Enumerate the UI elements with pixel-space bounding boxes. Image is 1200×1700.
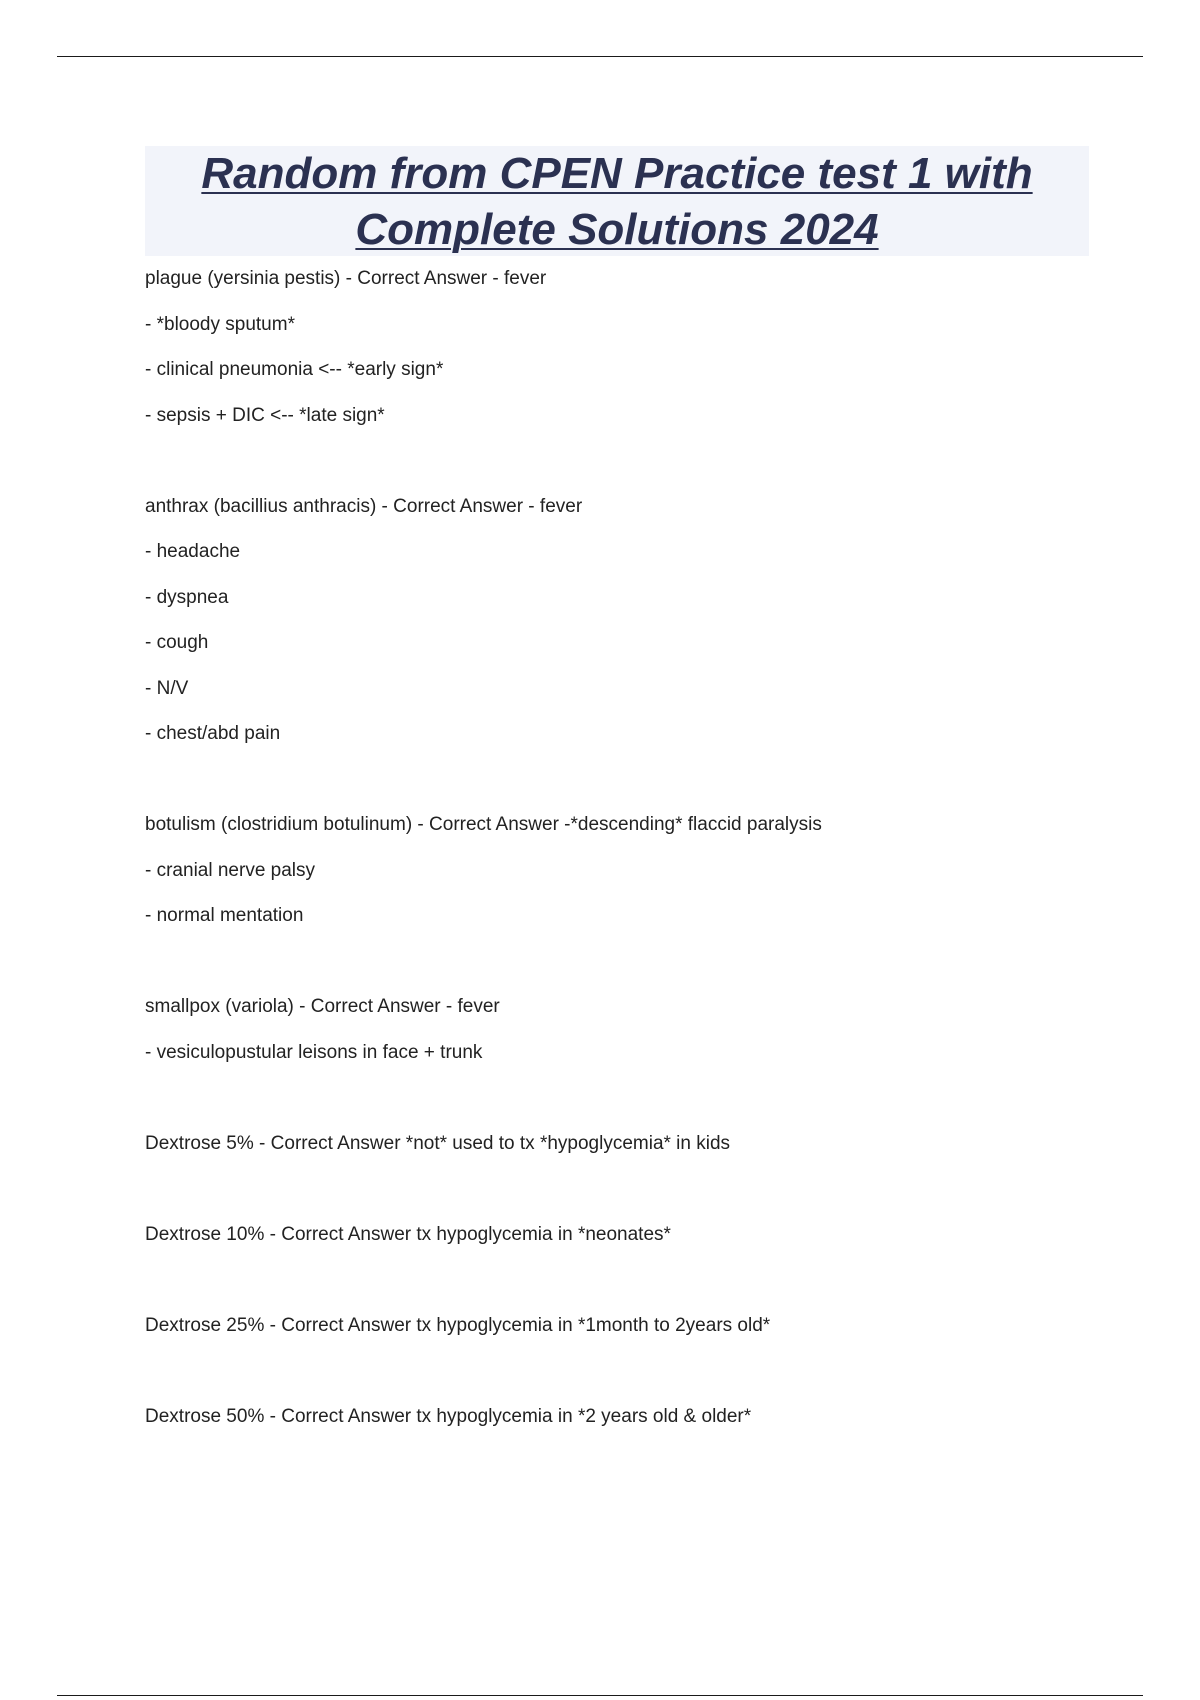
entry-dextrose-50	[145, 1394, 1085, 1440]
entry-detail-line: - cough	[145, 632, 209, 653]
entry-dextrose-25	[145, 1303, 1085, 1349]
entry-question-line: smallpox (variola) - Correct Answer - fever	[145, 996, 500, 1017]
entry-question-line: plague (yersinia pestis) - Correct Answer - fever	[145, 268, 547, 289]
title-line-2: Complete Solutions 2024	[355, 205, 879, 254]
entry-detail-line: - *bloody sputum*	[145, 313, 295, 335]
entry-detail-line: - chest/abd pain	[145, 723, 281, 744]
entry-question-line: Dextrose 50% - Correct Answer tx hypoglycemia in *2 years old & older*	[145, 1405, 752, 1427]
entry-detail-line: - normal mentation	[145, 905, 304, 926]
entry-spacer	[145, 1257, 1085, 1303]
entry-spacer	[145, 757, 1085, 803]
entry-detail-line: - sepsis + DIC <-- *late sign*	[145, 404, 385, 426]
entry-spacer	[145, 1166, 1085, 1212]
entry-spacer	[145, 939, 1085, 985]
entry-detail-line: - N/V	[145, 677, 189, 699]
title-line-1: Random from CPEN Practice test 1 with	[201, 149, 1033, 198]
entry-anthrax	[145, 484, 1085, 757]
entry-plague	[145, 256, 1085, 438]
header-rule	[57, 56, 1143, 57]
entry-question-line: Dextrose 10% - Correct Answer tx hypoglycemia in *neonates*	[145, 1223, 671, 1245]
entry-question-line: Dextrose 25% - Correct Answer tx hypoglycemia in *1month to 2years old*	[145, 1314, 771, 1336]
entry-dextrose-10	[145, 1212, 1085, 1258]
document-body	[145, 256, 1085, 1439]
entry-detail-line: - vesiculopustular leisons in face + trunk	[145, 1041, 483, 1063]
entry-spacer	[145, 1075, 1085, 1121]
entry-smallpox	[145, 984, 1085, 1075]
entry-botulism	[145, 802, 1085, 939]
entry-spacer	[145, 1348, 1085, 1394]
entry-detail-line: - headache	[145, 541, 241, 562]
document-title	[145, 146, 1089, 256]
entry-spacer	[145, 438, 1085, 484]
entry-question-line: anthrax (bacillius anthracis) - Correct Answer - fever	[145, 495, 583, 517]
entry-detail-line: - clinical pneumonia <-- *early sign*	[145, 359, 444, 380]
entry-question-line: Dextrose 5% - Correct Answer *not* used to tx *hypoglycemia* in kids	[145, 1132, 731, 1154]
entry-detail-line: - dyspnea	[145, 586, 229, 608]
footer-rule	[57, 1695, 1143, 1696]
entry-detail-line: - cranial nerve palsy	[145, 859, 316, 881]
entry-dextrose-5	[145, 1121, 1085, 1167]
entry-question-line: botulism (clostridium botulinum) - Correct Answer -*descending* flaccid paralysis	[145, 814, 822, 835]
